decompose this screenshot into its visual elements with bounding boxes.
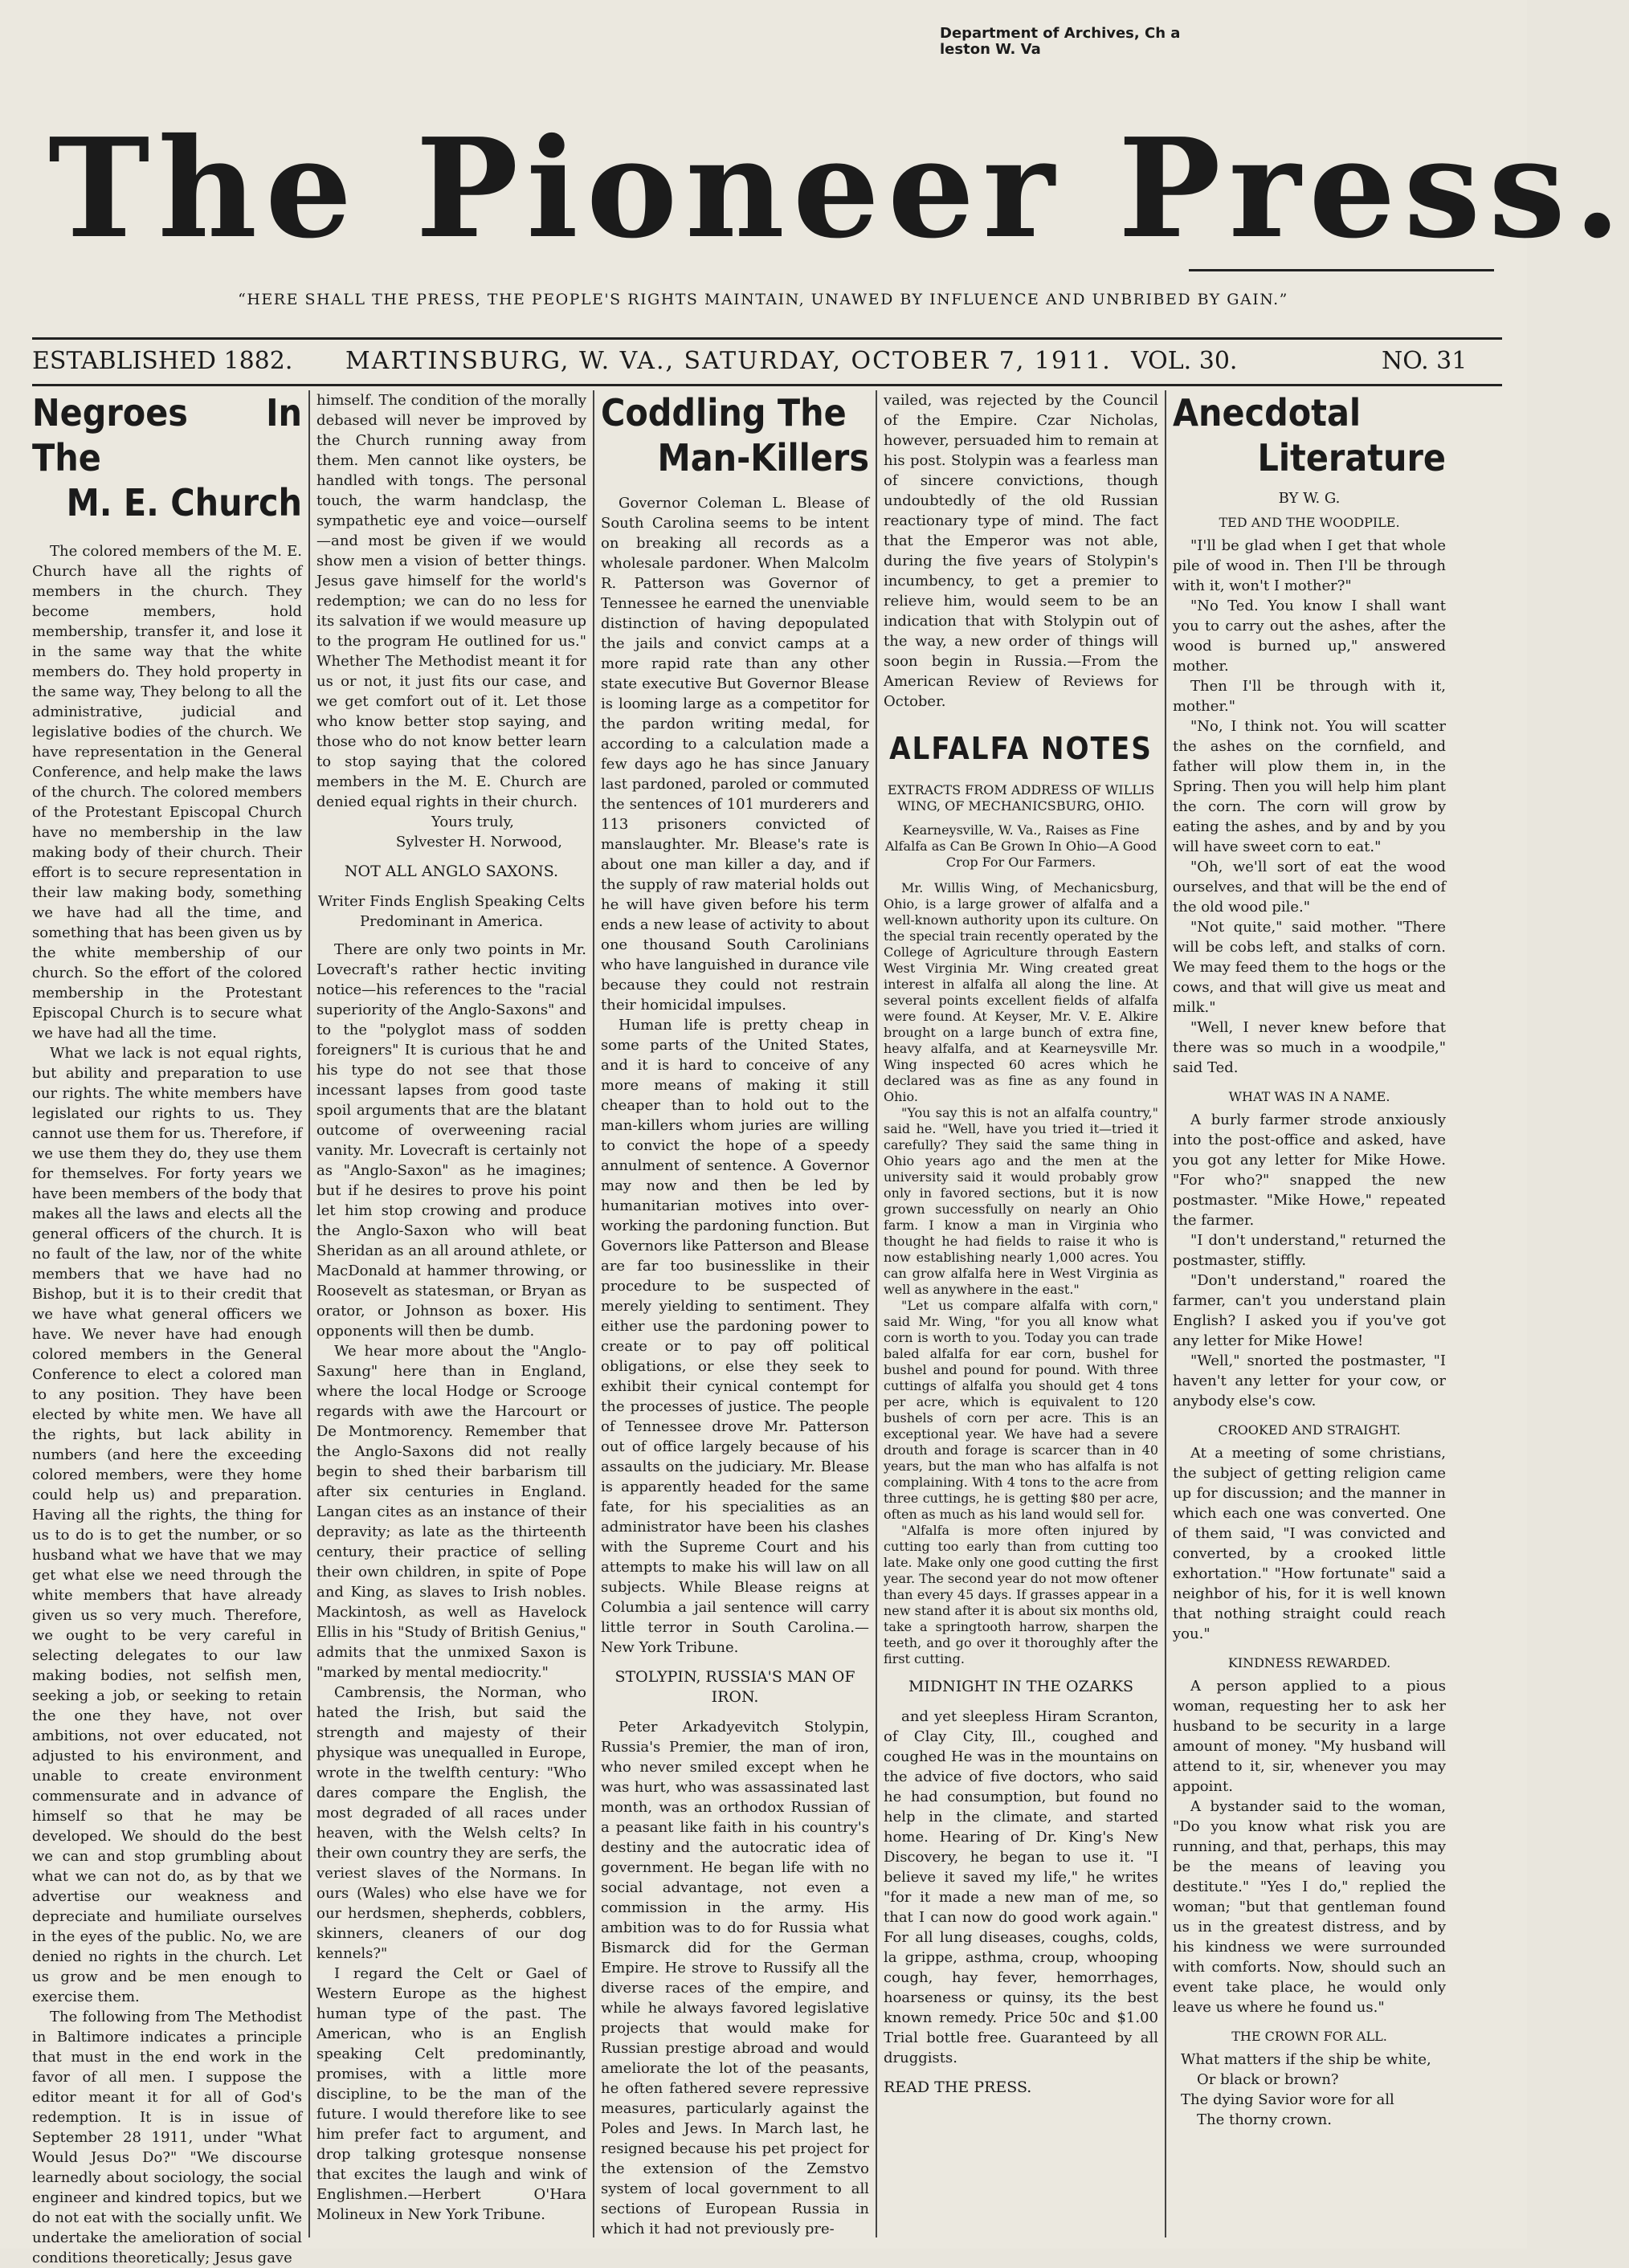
column-divider [593, 390, 594, 2237]
paragraph: and yet sleepless Hiram Scranton, of Clay City, Ill., coughed and coughed He was in the mountains on the advice of five doctors, who said he had consumption, but found no help in the climate, and started home. Hearing of Dr. King's New Discovery, he began to use it. "I believe it saved my life," he writes "for it made a new man of me, so that I can now do good work again." For all lung diseases, coughs, colds, la grippe, asthma, croup, whooping cough, hay fever, hemorrhages, hoarseness or quinsy, its the best known remedy. Price 50c and $1.00 Trial bottle free. Guaranteed by all druggists. [884, 1708, 1158, 2066]
poem-line: The dying Savior wore for all [1181, 2091, 1394, 2108]
paragraph: At a meeting of some christians, the subject of getting religion came up for discussion; and the manner in which each one was converted. One of them said, "I was convicted and converted, by a crooked little exhortation." "How fortunate" said a neighbor of his, for it is well known that nothing straight could reach you." [1173, 1445, 1446, 1642]
column-divider [308, 390, 310, 2237]
paragraph: Then I'll be through with it, mother." [1173, 678, 1446, 715]
headline: Anecdotal [1173, 391, 1362, 434]
issue-number: NO. 31 [1382, 347, 1468, 375]
archive-stamp: Department of Archives, Ch a leston W. Va [940, 25, 1181, 58]
volume: VOL. 30. [1131, 347, 1238, 375]
paragraph: "Don't understand," roared the farmer, can't you understand plain English? I asked you if you've got any letter for Mike Howe! [1173, 1272, 1446, 1349]
article-heading: STOLYPIN, RUSSIA'S MAN OF IRON. [614, 1668, 855, 1706]
article-heading: NOT ALL ANGLO SAXONS. [344, 863, 559, 880]
poem-line: Or black or brown? [1197, 2071, 1339, 2088]
column-5 [1173, 390, 1446, 2237]
footer-notice: READ THE PRESS. [884, 2078, 1032, 2096]
paragraph: "Oh, we'll sort of eat the wood ourselves, and that will be the end of the old wood pile." [1173, 859, 1446, 916]
paragraph: Human life is pretty cheap in some parts of the United States, and it is hard to conceive of any more means of making it still cheaper than to hold out to the man-killers whom juries are willing to convict the hope of a speedy annulment of sentence. A Governor may now and then be led by humanitarian motives into over-working the pardoning function. But Governors like Patterson and Blease are far too businesslike in their procedure to be suspected of merely yielding to sentiment. They either use the pardoning power to create or to pay off political obligations, or else they seek to exhibit their cynical contempt for the processes of justice. The people of Tennessee drove Mr. Patterson out of office largely because of his assaults on the judiciary. Mr. Blease is apparently headed for the same fate, for his specialities as an administrator have been his clashes with the Supreme Court and his attempts to make his will law on all subjects. While Blease reigns at Columbia a jail sentence will carry little terror in South Carolina.—New York Tribune. [601, 1017, 869, 1656]
paragraph: The following from The Methodist in Baltimore indicates a principle that must in the end work in the favor of all men. I suppose the editor meant it for all of God's redemption. It is in issue of September 28 1911, under "What Would Jesus Do?" "We discourse learnedly about sociology, the social engineer and kindred topics, but we do not eat with the socially unfit. We undertake the amelioration of social conditions theoretically; Jesus gave [32, 2009, 302, 2266]
paragraph: The colored members of the M. E. Church have all the rights of members in the church. They become members, hold membership, transfer it, and lose it in the same way that the white members do. They hold property in the same way, They belong to all the administrative, judicial and legislative bodies of the church. We have representation in the General Conference, and help make the laws of the church. The colored members of the Protestant Episcopal Church have no membership in the law making body of their church. Their effort is to secure representation in their law making body, something we have had all the time, and something that has been given us by the white membership of our church. So the effort of the colored membership in the Protestant Episcopal Church is to secure what we have had all the time. [32, 543, 302, 1042]
column-divider [1165, 390, 1166, 2237]
paragraph: "No Ted. You know I shall want you to carry out the ashes, after the wood is burned up," answered mother. [1173, 598, 1446, 675]
story-title: TED AND THE WOODPILE. [1219, 515, 1400, 530]
article-deck: Kearneysville, W. Va., Raises as Fine Alfalfa as Can Be Grown In Ohio—A Good Crop For Our Farmers. [884, 822, 1157, 870]
column-1 [32, 390, 302, 2266]
headline: ALFALFA NOTES [889, 731, 1153, 766]
motto: “HERE SHALL THE PRESS, THE PEOPLE'S RIGHTS MAINTAIN, UNAWED BY INFLUENCE AND UNBRIBED BY GAIN.” [238, 291, 1288, 308]
headline: M. E. Church [66, 481, 302, 524]
paragraph: There are only two points in Mr. Lovecraft's rather hectic inviting notice—his references to the "racial superiority of the Anglo-Saxons" and to the "polyglot mass of sodden foreigners" It is curious that he and his type do not see that those incessant lapses from good taste spoil arguments that are the blatant outcome of overweening racial vanity. Mr. Lovecraft is certainly not as "Anglo-Saxon" as he imagines; but if he desires to prove his point let him stop crowing and produce the Anglo-Saxon who will beat Sheridan as an all around athlete, or MacDonald at hammer throwing, or Roosevelt as statesman, or Bryan as orator, or Johnson as boxer. His opponents will then be dumb. [316, 941, 586, 1340]
paragraph: I regard the Celt or Gael of Western Europe as the highest human type of the past. The American, who is an English speaking Celt predominantly, promises, with a little more discipline, to be the man of the future. I would therefore like to see him prefer fact to argument, and drop talking grotesque nonsense that excites the laugh and wink of Englishmen.—Herbert O'Hara Molineux in New York Tribune. [316, 1965, 586, 2223]
paragraph: We hear more about the "Anglo-Saxung" here than in England, where the local Hodge or Scrooge regards with awe the Harcourt or De Montmorency. Remember that the Anglo-Saxons did not really begin to shed their barbarism till after six centuries in England. Langan cites as an instance of their depravity; as late as the thirteenth century, their practice of selling their own children, in spite of Pope and King, as slaves to Irish nobles. Mackintosh, as well as Havelock Ellis in his "Study of British Genius," admits that the unmixed Saxon is "marked by mental mediocrity." [316, 1343, 586, 1681]
dateline [32, 347, 1494, 385]
paragraph: A bystander said to the woman, "Do you know what risk you are running, and that, perhaps, this may be the means of leaving you destitute." "Yes I do," replied the woman; "but that gentleman found us in the greatest distress, and by his kindness we were surrounded with comforts. Now, should such an event take place, he would only leave us where he found us." [1173, 1798, 1446, 2016]
poem-line: What matters if the ship be white, [1181, 2051, 1431, 2068]
headline: Man-Killers [657, 436, 869, 479]
paragraph: Mr. Willis Wing, of Mechanicsburg, Ohio, is a large grower of alfalfa and a well-known authority upon its culture. On the special train recently operated by the College of Agriculture through Eastern West Virginia Mr. Wing created great interest in alfalfa all along the line. At several points excellent fields of alfalfa were found. At Keyser, Mr. V. E. Alkire brought on a large bunch of extra fine, heavy alfalfa, and at Kearneysville Mr. Wing inspected 60 acres which he declared was as fine as any found in Ohio. [884, 880, 1158, 1104]
headline: Coddling The [601, 391, 847, 434]
story-title: KINDNESS REWARDED. [1227, 1655, 1391, 1670]
paragraph: "You say this is not an alfalfa country," said he. "Well, have you tried it—tried it carefully? They said the same thing in Ohio years ago and the men at the university said it would probably grow only in favored sections, but it is now grown successfully on nearly an Ohio farm. I know a man in Virginia who thought he had fields to raise it who is now establishing nearly 1,000 acres. You can grow alfalfa here in West Virginia as well as anywhere in the east." [884, 1105, 1158, 1297]
paragraph: Peter Arkadyevitch Stolypin, Russia's Premier, the man of iron, who never smiled except when he was hurt, who was assassinated last month, was an orthodox Russian of a peasant like faith in his country's destiny and the autocratic idea of government. He began life with no social advantage, not even a commission in the army. His ambition was to do for Russia what Bismarck did for the German Empire. He strove to Russify all the diverse races of the empire, and while he always favored legislative projects that would make for Russian prestige abroad and would ameliorate the lot of the peasants, he often fathered severe repressive measures, particularly against the Poles and Jews. In March last, he resigned because his pet project for the extension of the Zemstvo system of local government to all sections of European Russia in which it had not previously pre- [601, 1719, 869, 2237]
article-deck: Writer Finds English Speaking Celts Predominant in America. [317, 893, 586, 930]
place-date: MARTINSBURG, W. VA., SATURDAY, OCTOBER 7, 1911. [345, 347, 1112, 375]
paragraph: vailed, was rejected by the Council of the Empire. Czar Nicholas, however, persuaded him to remain at his post. Stolypin was a fearless man of sincere convictions, though undoubtedly of the old Russian reactionary type of mind. The fact that the Emperor was not able, during the five years of Stolypin's incumbency, to get a premier to relieve him, would seem to be an indication that with Stolypin out of the way, a new order of things will soon begin in Russia.—From the American Review of Reviews for October. [884, 392, 1158, 710]
column-divider [876, 390, 877, 2237]
paragraph: "I don't understand," returned the postmaster, stiffly. [1173, 1232, 1446, 1269]
column-4 [884, 390, 1158, 2237]
paragraph: "Alfalfa is more often injured by cutting too early than from cutting too late. Make only one good cutting the first year. The second year do not mow oftener than every 45 days. If grasses appear in a new stand after it is about six months old, take a springtooth harrow, sharpen the teeth, and go over it thoroughly after the first cutting. [884, 1523, 1158, 1666]
paragraph: "No, I think not. You will scatter the ashes on the cornfield, and father will plow them in, in the Spring. Then you will help him plant the corn. The corn will grow by eating the ashes, and by and by you will have sweet corn to eat." [1173, 718, 1446, 855]
story-title: THE CROWN FOR ALL. [1231, 2029, 1387, 2044]
column-2 [316, 390, 586, 2237]
paragraph: himself. The condition of the morally debased will never be improved by the Church running away from them. Men cannot like oysters, be handled with tongs. The personal touch, the warm handclasp, the sympathetic eye and voice—ourself—and most be given if we would show men a vision of better things. Jesus gave himself for the world's redemption; we can do no less for its salvation if we would measure up to the program He outlined for us." Whether The Methodist meant it for us or not, it just fits our case, and we get comfort out of it. Let those who know better stop saying, and those who do not know better learn to stop saying that the colored members in the M. E. Church are denied equal rights in their church. [316, 392, 586, 810]
article-heading: MIDNIGHT IN THE OZARKS [908, 1678, 1134, 1695]
established: ESTABLISHED 1882. [32, 347, 293, 375]
dateline-rule [32, 384, 1502, 386]
top-rule [32, 337, 1502, 340]
headline: Negroes In The [32, 391, 302, 479]
paragraph: What we lack is not equal rights, but ability and preparation to use our rights. The white members have legislated our rights to us. They cannot use them for us. Therefore, if we use them they do, they use them for themselves. For forty years we have been members of the body that makes all the laws and elects all the general officers of the church. It is no fault of the law, nor of the white members that we have had no Bishop, but it is to their credit that we have what general officers we have. We never have had enough colored members in the General Conference to elect a colored man to any position. They have been elected by white men. We have all the rights, but lack ability in numbers (and here the exceeding colored members, were they home could help us) and preparation. Having all the rights, the thing for us to do is to get the number, or so husband what we have that we may get what else we need through the white members that have already given us so very much. Therefore, we ought to be very careful in selecting delegates to our law making bodies, not selfish men, seeking a job, or seeking to retain the one they have, not over ambitions, not over educated, not adjusted to his environment, and unable to create environment commensurate and in advance of himself so that he may be developed. We should do the best we can and stop grumbling about what we can not do, as by that we advertise our weakness and depreciate and humiliate ourselves in the eyes of the public. No, we are denied no rights in the church. Let us grow and be men enough to exercise them. [32, 1045, 302, 2005]
paragraph: A burly farmer strode anxiously into the post-office and asked, have you got any letter for Mike Howe. "For who?" snapped the new postmaster. "Mike Howe," repeated the farmer. [1173, 1112, 1446, 1229]
article-deck: EXTRACTS FROM ADDRESS OF WILLIS WING, OF MECHANICSBURG, OHIO. [887, 782, 1155, 814]
paragraph: A person applied to a pious woman, requesting her to ask her husband to be security in a large amount of money. "My husband will attend to it, sir, whenever you may appoint. [1173, 1678, 1446, 1795]
story-title: WHAT WAS IN A NAME. [1228, 1089, 1390, 1104]
masthead-title: The Pioneer Press. [48, 108, 1629, 269]
closing: Yours truly, [431, 814, 514, 830]
paragraph: "Let us compare alfalfa with corn," said Mr. Wing, "for you all know what corn is worth to you. Today you can trade baled alfalfa for ear corn, bushel for bushel and pound for pound. With three cuttings of alfalfa you should get 4 tons per acre, which is equivalent to 120 bushels of corn per acre. This is an exceptional year. We have had a severe drouth and forage is scarcer than in 40 years, but the man who has alfalfa is not complaining. With 4 tons to the acre from three cuttings, he is getting $80 per acre, often as much as his land would sell for. [884, 1298, 1158, 1522]
paragraph: Governor Coleman L. Blease of South Carolina seems to be intent on breaking all records as a wholesale pardoner. When Malcolm R. Patterson was Governor of Tennessee he earned the unenviable distinction of having depopulated the jails and convict camps at a more rapid rate than any other state executive But Governor Blease is looming large as a competitor for the pardon writing medal, for according to a calculation made a few days ago he has since January last pardoned, paroled or commuted the sentences of 101 murderers and 113 prisoners convicted of manslaughter. Mr. Blease's rate is about one man killer a day, and if the supply of raw material holds out he will have given before his term ends a new lease of activity to about one thousand South Carolinians who have languished in durance vile because they could not restrain their homicidal impulses. [601, 495, 870, 1014]
signature: Sylvester H. Norwood, [395, 834, 562, 850]
paragraph: "Well, I never knew before that there was so much in a woodpile," said Ted. [1173, 1019, 1446, 1076]
headline: Literature [1257, 436, 1446, 479]
paragraph: Cambrensis, the Norman, who hated the Irish, but said the strength and majesty of their physique was unequalled in Europe, wrote in the twelfth century: "Who dares compare the English, the most degraded of all races under heaven, with the Welsh celts? In their own country they are serfs, the veriest slaves of the Normans. In ours (Wales) who else have we for our herdsmen, shepherds, cobblers, skinners, cleaners of our dog kennels?" [316, 1684, 586, 1962]
masthead-rule [1189, 269, 1494, 271]
paragraph: "Not quite," said mother. "There will be cobs left, and stalks of corn. We may feed them to the hogs or the cows, and that will give us meat and milk." [1173, 919, 1446, 1016]
story-title: CROOKED AND STRAIGHT. [1218, 1422, 1401, 1438]
paragraph: "I'll be glad when I get that whole pile of wood in. Then I'll be through with it, won't I mother?" [1173, 537, 1446, 594]
paragraph: "Well," snorted the postmaster, "I haven't any letter for your cow, or anybody else's cow. [1173, 1352, 1446, 1409]
poem-line: The thorny crown. [1197, 2111, 1332, 2128]
column-3 [601, 390, 869, 2237]
byline: BY W. G. [1278, 490, 1341, 507]
